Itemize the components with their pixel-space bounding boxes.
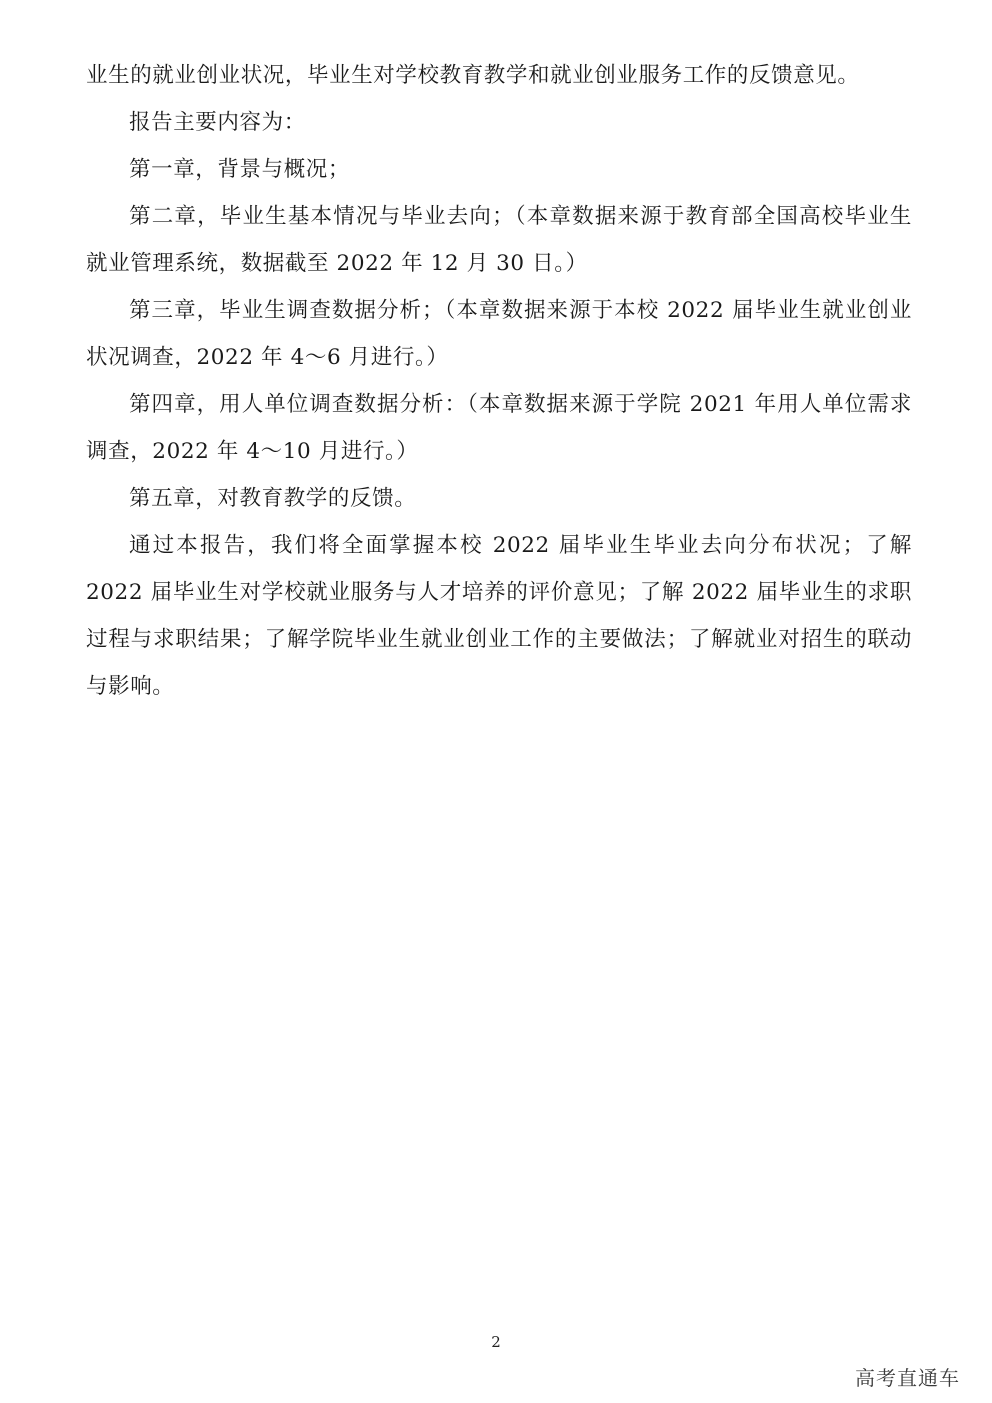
paragraph: 第一章，背景与概况； (129, 157, 351, 182)
paragraph: 业生的就业创业状况，毕业生对学校教育教学和就业创业服务工作的反馈意见。 (86, 63, 860, 88)
paragraph: 第五章，对教育教学的反馈。 (129, 486, 417, 511)
paragraph: 通过本报告，我们将全面掌握本校 2022 届毕业生毕业去向分布状况；了解 2022 届毕业生对学校就业服务与人才培养的评价意见；了解 2022 届毕业生的求职过程与求职结果；了解学院毕业生就业创业工作的主要做法；了解就业对招生的联动与影响。 (86, 533, 912, 699)
paragraph: 报告主要内容为： (129, 110, 306, 135)
document-body (86, 52, 912, 710)
paragraph: 第三章，毕业生调查数据分析；（本章数据来源于本校 2022 届毕业生就业创业状况调查，2022 年 4～6 月进行。） (86, 298, 912, 370)
page-number: 2 (491, 1333, 501, 1351)
paragraph: 第二章，毕业生基本情况与毕业去向；（本章数据来源于教育部全国高校毕业生就业管理系统，数据截至 2022 年 12 月 30 日。） (86, 204, 912, 276)
watermark: 高考直通车 (855, 1366, 960, 1390)
paragraph: 第四章，用人单位调查数据分析：（本章数据来源于学院 2021 年用人单位需求调查，2022 年 4～10 月进行。） (86, 392, 912, 464)
